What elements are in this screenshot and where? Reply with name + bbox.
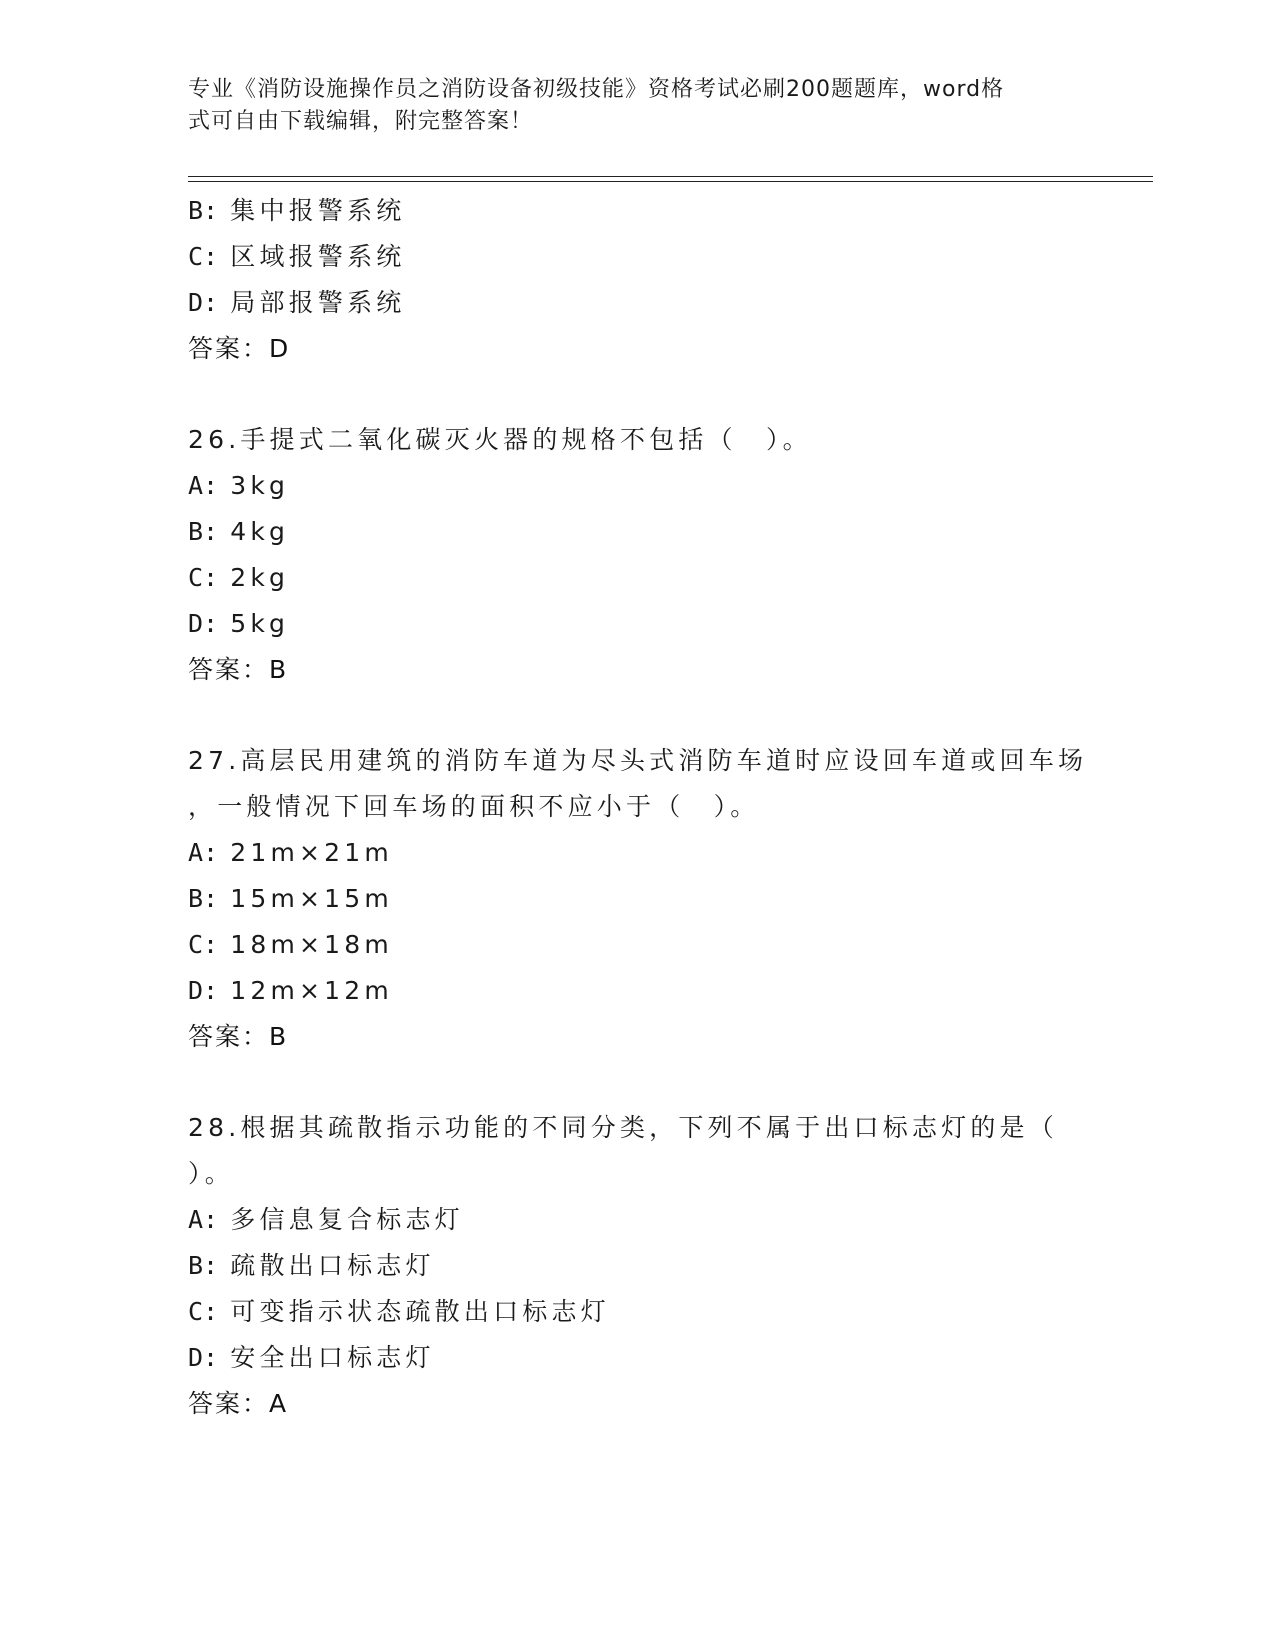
option-letter: D: [188, 609, 219, 638]
answer-line: 答案：D [188, 334, 291, 363]
option-text: 15m×15m [230, 884, 393, 913]
option-text: 多信息复合标志灯 [230, 1205, 464, 1234]
option-letter: A: [188, 838, 219, 867]
question-28 [188, 1105, 1088, 1427]
option-text: 5kg [230, 609, 290, 638]
answer-line: 答案：B [188, 1022, 289, 1051]
option-letter: B: [188, 884, 219, 913]
option-text: 可变指示状态疏散出口标志灯 [230, 1297, 610, 1326]
question-stem: 27.高层民用建筑的消防车道为尽头式消防车道时应设回车道或回车场 [188, 746, 1088, 775]
option-d [188, 280, 1088, 326]
option-a [188, 830, 1088, 876]
option-c [188, 234, 1088, 280]
option-b [188, 876, 1088, 922]
answer-line: 答案：B [188, 655, 289, 684]
option-c [188, 922, 1088, 968]
option-a [188, 463, 1088, 509]
option-text: 疏散出口标志灯 [230, 1251, 435, 1280]
header-line-2: 式可自由下载编辑，附完整答案！ [188, 109, 534, 134]
question-list [188, 188, 1088, 1427]
option-b [188, 1243, 1088, 1289]
option-text: 局部报警系统 [230, 288, 406, 317]
option-text: 安全出口标志灯 [230, 1343, 435, 1372]
document-header [188, 74, 1068, 138]
option-letter: A: [188, 1205, 219, 1234]
option-text: 12m×12m [230, 976, 393, 1005]
option-letter: D: [188, 1343, 219, 1372]
option-d [188, 601, 1088, 647]
option-letter: B: [188, 1251, 219, 1280]
option-letter: B: [188, 196, 219, 225]
option-b [188, 188, 1088, 234]
question-stem: 28.根据其疏散指示功能的不同分类，下列不属于出口标志灯的是（ [188, 1113, 1058, 1142]
option-text: 集中报警系统 [230, 196, 406, 225]
option-text: 21m×21m [230, 838, 393, 867]
option-d [188, 1335, 1088, 1381]
question-stem-continued: ，一般情况下回车场的面积不应小于（ ）。 [188, 792, 760, 821]
option-letter: D: [188, 976, 219, 1005]
header-divider-bottom [188, 181, 1153, 182]
option-letter: C: [188, 1297, 219, 1326]
option-letter: D: [188, 288, 219, 317]
question-27 [188, 738, 1088, 1060]
option-letter: C: [188, 930, 219, 959]
option-letter: C: [188, 242, 219, 271]
option-text: 4kg [230, 517, 290, 546]
question-stem: 26.手提式二氧化碳灭火器的规格不包括（ ）。 [188, 425, 812, 454]
question-26 [188, 417, 1088, 693]
option-text: 2kg [230, 563, 290, 592]
option-letter: B: [188, 517, 219, 546]
question-25-continued [188, 188, 1088, 372]
option-a [188, 1197, 1088, 1243]
option-text: 18m×18m [230, 930, 393, 959]
option-b [188, 509, 1088, 555]
option-c [188, 1289, 1088, 1335]
option-text: 区域报警系统 [230, 242, 406, 271]
option-d [188, 968, 1088, 1014]
header-line-1: 专业《消防设施操作员之消防设备初级技能》资格考试必刷200题题库，word格 [188, 77, 1005, 102]
option-letter: A: [188, 471, 219, 500]
option-c [188, 555, 1088, 601]
question-stem-continued: ）。 [188, 1159, 234, 1188]
header-divider-top [188, 176, 1153, 177]
answer-line: 答案：A [188, 1389, 289, 1418]
option-text: 3kg [230, 471, 290, 500]
option-letter: C: [188, 563, 219, 592]
